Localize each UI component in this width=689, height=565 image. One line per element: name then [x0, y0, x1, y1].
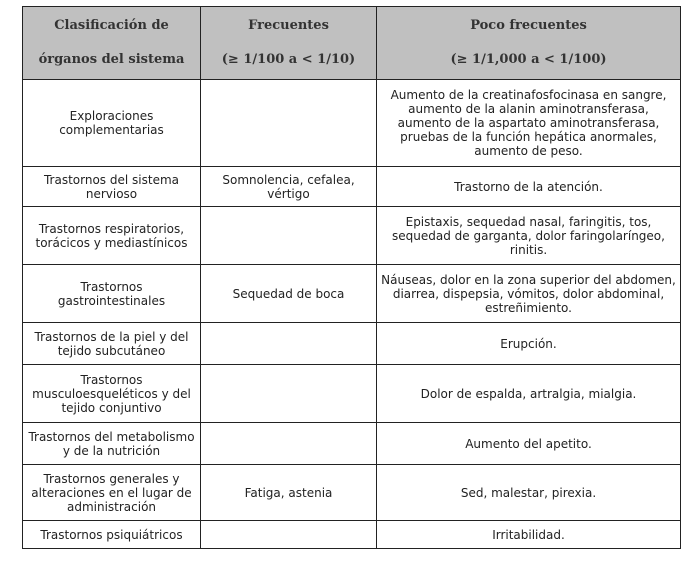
organ-cell: Trastornos del metabolismo y de la nutrición: [23, 423, 201, 465]
table-row: [23, 465, 681, 521]
organ-cell: Trastornos del sistema nervioso: [23, 167, 201, 207]
adverse-reactions-table: [22, 6, 681, 549]
organ-cell: Trastornos psiquiátricos: [23, 521, 201, 549]
header-organ-class-line1: Clasificación de: [54, 18, 169, 33]
table-row: [23, 167, 681, 207]
frequent-cell: [201, 323, 377, 365]
adverse-reactions-table-container: [22, 6, 681, 549]
table-row: [23, 423, 681, 465]
header-uncommon: [377, 7, 681, 80]
uncommon-cell: Erupción.: [377, 323, 681, 365]
frequent-cell: [201, 521, 377, 549]
frequent-cell: [201, 423, 377, 465]
frequent-cell: [201, 80, 377, 167]
frequent-cell: Fatiga, astenia: [201, 465, 377, 521]
organ-cell: Trastornos de la piel y del tejido subcutáneo: [23, 323, 201, 365]
uncommon-cell: Trastorno de la atención.: [377, 167, 681, 207]
header-frequent-line2: (≥ 1/100 a < 1/10): [221, 52, 356, 67]
uncommon-cell: Aumento del apetito.: [377, 423, 681, 465]
header-frequent: [201, 7, 377, 80]
uncommon-cell: Aumento de la creatinafosfocinasa en sangre, aumento de la alanin aminotransferasa, aumento de la aspartato aminotransferasa, pruebas de la función hepática anormales, aumento de peso.: [377, 80, 681, 167]
header-frequent-line1: Frecuentes: [248, 18, 329, 33]
table-row: [23, 365, 681, 423]
uncommon-cell: Irritabilidad.: [377, 521, 681, 549]
organ-cell: Trastornos generales y alteraciones en el lugar de administración: [23, 465, 201, 521]
table-row: [23, 265, 681, 323]
header-organ-class-line2: órganos del sistema: [38, 52, 185, 67]
frequent-cell: [201, 365, 377, 423]
organ-cell: Trastornos musculoesqueléticos y del tejido conjuntivo: [23, 365, 201, 423]
uncommon-cell: Sed, malestar, pirexia.: [377, 465, 681, 521]
frequent-cell: Somnolencia, cefalea, vértigo: [201, 167, 377, 207]
organ-cell: Exploraciones complementarias: [23, 80, 201, 167]
uncommon-cell: Epistaxis, sequedad nasal, faringitis, tos, sequedad de garganta, dolor faringolaríngeo, rinitis.: [377, 207, 681, 265]
frequent-cell: [201, 207, 377, 265]
uncommon-cell: Dolor de espalda, artralgia, mialgia.: [377, 365, 681, 423]
table-header-row: [23, 7, 681, 80]
table-row: [23, 207, 681, 265]
organ-cell: Trastornos respiratorios, torácicos y mediastínicos: [23, 207, 201, 265]
header-uncommon-line1: Poco frecuentes: [470, 18, 587, 33]
uncommon-cell: Náuseas, dolor en la zona superior del abdomen, diarrea, dispepsia, vómitos, dolor abdominal, estreñimiento.: [377, 265, 681, 323]
header-organ-class: [23, 7, 201, 80]
organ-cell: Trastornos gastrointestinales: [23, 265, 201, 323]
table-row: [23, 80, 681, 167]
table-row: [23, 521, 681, 549]
header-uncommon-line2: (≥ 1/1,000 a < 1/100): [450, 52, 607, 67]
table-row: [23, 323, 681, 365]
frequent-cell: Sequedad de boca: [201, 265, 377, 323]
